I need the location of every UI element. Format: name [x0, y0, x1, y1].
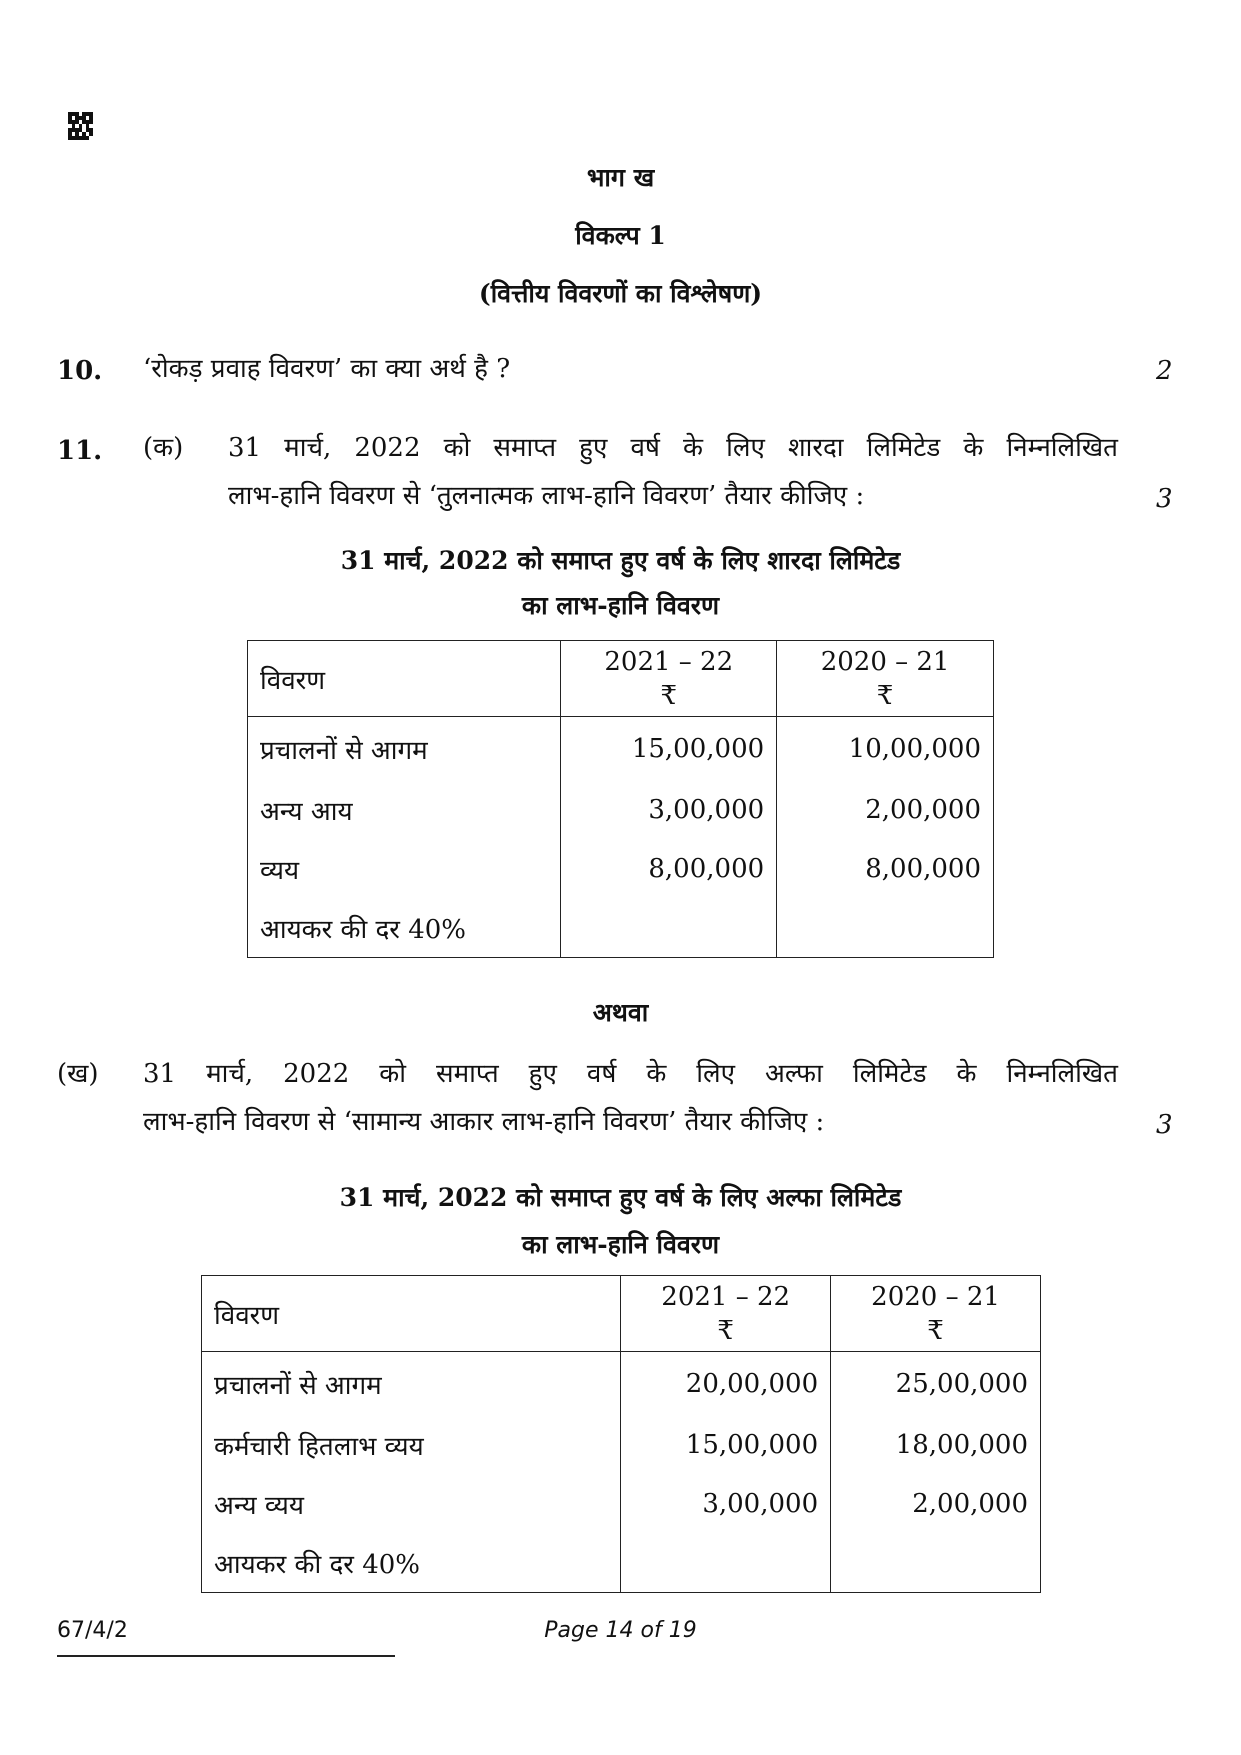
part-a-table-title-1: 31 मार्च, 2022 को समाप्त हुए वर्ष के लिए शारदा लिमिटेड	[340, 546, 901, 575]
col-year-2-label: 2020 – 21	[820, 647, 950, 677]
part-b-table-title-2: का लाभ-हानि विवरण	[521, 1230, 720, 1259]
table-header-row	[202, 1276, 1041, 1352]
row-label: प्रचालनों से आगम	[248, 717, 561, 781]
col-particulars: विवरण	[202, 1276, 621, 1352]
row-value-2020-21	[831, 1534, 1041, 1593]
table-row	[248, 899, 994, 958]
option-heading: विकल्प 1	[575, 221, 666, 250]
table-row	[202, 1352, 1041, 1416]
part-b-label: (ख)	[57, 1059, 99, 1089]
row-value-2020-21: 18,00,000	[831, 1416, 1041, 1475]
row-value-2021-22: 15,00,000	[621, 1416, 831, 1475]
row-value-2020-21: 2,00,000	[777, 781, 994, 840]
row-label: कर्मचारी हितलाभ व्यय	[202, 1416, 621, 1475]
col-year-1-label: 2021 – 22	[661, 1282, 791, 1312]
part-a-marks: 3	[1156, 484, 1173, 514]
row-value-2021-22	[561, 899, 777, 958]
page-number: Page 14 of 19	[544, 1618, 697, 1643]
part-b-marks: 3	[1156, 1110, 1173, 1140]
col-year-1	[621, 1276, 831, 1352]
part-b-table-title-1: 31 मार्च, 2022 को समाप्त हुए वर्ष के लिए अल्फा लिमिटेड	[339, 1183, 902, 1212]
row-value-2021-22: 8,00,000	[561, 840, 777, 899]
row-value-2020-21: 2,00,000	[831, 1475, 1041, 1534]
qr-code-icon	[68, 112, 93, 140]
row-value-2020-21	[777, 899, 994, 958]
paper-code: 67/4/2	[57, 1618, 128, 1643]
col-year-1	[561, 641, 777, 717]
rupee-icon: ₹	[927, 1316, 944, 1346]
row-value-2021-22: 3,00,000	[561, 781, 777, 840]
question-10-marks: 2	[1156, 356, 1173, 386]
table-row	[202, 1534, 1041, 1593]
section-heading: भाग ख	[586, 163, 655, 192]
part-b-line1: 31 मार्च, 2022 को समाप्त हुए वर्ष के लिए अल्फा लिमिटेड के निम्नलिखित	[143, 1059, 1118, 1089]
col-year-2-label: 2020 – 21	[871, 1282, 1000, 1312]
row-label: व्यय	[248, 840, 561, 899]
rupee-icon: ₹	[660, 681, 678, 711]
rupee-icon: ₹	[876, 681, 894, 711]
row-label: आयकर की दर 40%	[202, 1534, 621, 1593]
row-value-2020-21: 10,00,000	[777, 717, 994, 781]
part-a-table	[247, 640, 994, 958]
topic-heading: (वित्तीय विवरणों का विश्लेषण)	[478, 279, 763, 308]
row-label: अन्य आय	[248, 781, 561, 840]
question-10-number: 10.	[57, 356, 103, 386]
row-value-2021-22	[621, 1534, 831, 1593]
rupee-icon: ₹	[717, 1316, 734, 1346]
part-a-table-title-2: का लाभ-हानि विवरण	[521, 591, 720, 620]
col-year-2	[777, 641, 994, 717]
col-year-2	[831, 1276, 1041, 1352]
row-label: प्रचालनों से आगम	[202, 1352, 621, 1416]
question-11-number: 11.	[57, 436, 103, 466]
row-value-2021-22: 3,00,000	[621, 1475, 831, 1534]
table-header-row	[248, 641, 994, 717]
table-row	[202, 1475, 1041, 1534]
row-label: आयकर की दर 40%	[248, 899, 561, 958]
table-row	[248, 840, 994, 899]
col-year-1-label: 2021 – 22	[604, 647, 734, 677]
part-a-line1: 31 मार्च, 2022 को समाप्त हुए वर्ष के लिए शारदा लिमिटेड के निम्नलिखित	[228, 433, 1118, 463]
question-10-text: ‘रोकड़ प्रवाह विवरण’ का क्या अर्थ है ?	[143, 354, 511, 384]
row-value-2020-21: 8,00,000	[777, 840, 994, 899]
row-value-2021-22: 20,00,000	[621, 1352, 831, 1416]
part-a-line2: लाभ-हानि विवरण से ‘तुलनात्मक लाभ-हानि विवरण’ तैयार कीजिए :	[228, 481, 865, 511]
row-value-2020-21: 25,00,000	[831, 1352, 1041, 1416]
row-label: अन्य व्यय	[202, 1475, 621, 1534]
or-separator: अथवा	[592, 998, 649, 1027]
part-b-line2: लाभ-हानि विवरण से ‘सामान्य आकार लाभ-हानि विवरण’ तैयार कीजिए :	[143, 1107, 825, 1137]
part-b-table	[201, 1275, 1041, 1593]
part-a-label: (क)	[143, 433, 184, 463]
table-row	[202, 1416, 1041, 1475]
col-particulars: विवरण	[248, 641, 561, 717]
footer-divider	[57, 1655, 395, 1657]
table-row	[248, 717, 994, 781]
row-value-2021-22: 15,00,000	[561, 717, 777, 781]
table-row	[248, 781, 994, 840]
